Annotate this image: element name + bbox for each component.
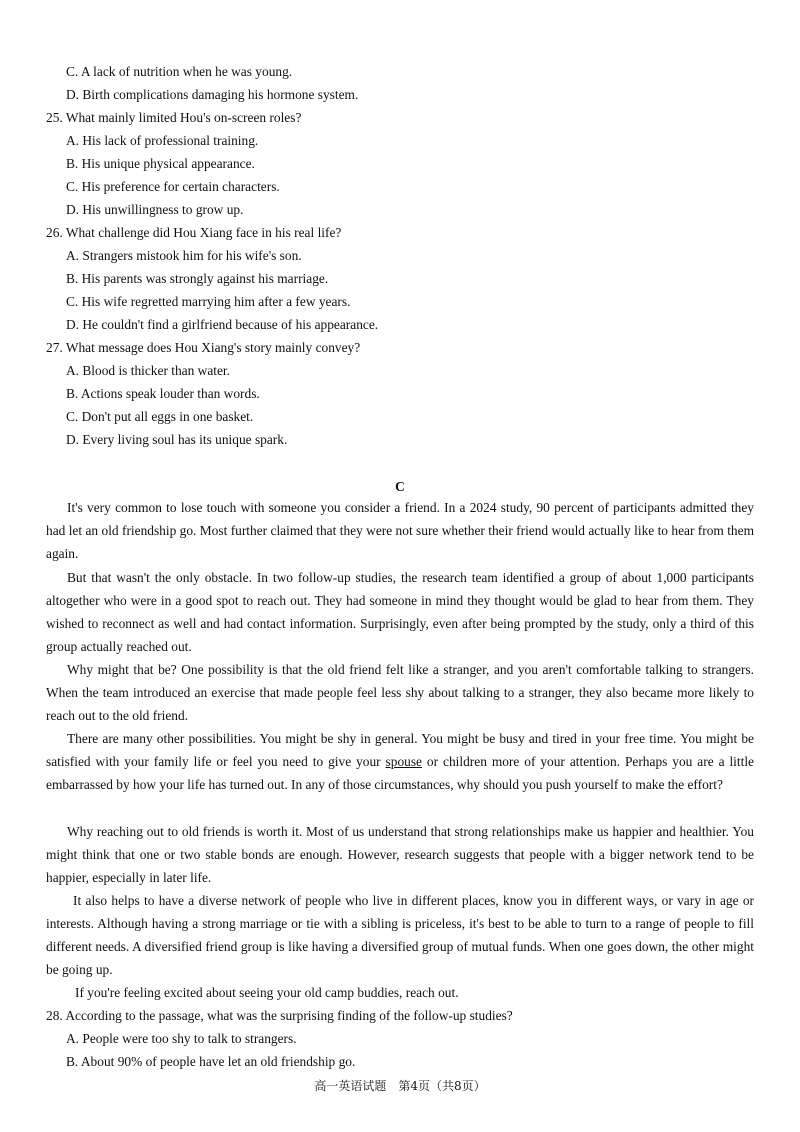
q26-option-a: A. Strangers mistook him for his wife's son. [66,248,302,263]
q25-stem: 25. What mainly limited Hou's on-screen roles? [46,110,302,125]
passage-paragraph-4 [46,727,754,796]
passage-paragraph-5 [46,820,754,889]
paragraph-6-text: It also helps to have a diverse network of people who live in different places, know you in different ways, or vary in age or interests. Although having a strong marriage or tie with a sibling is priceless, it's best to be able to turn to a range of people to fill different needs. A diversified friend group is like having a diversified group of mutual funds. When one goes down, the other might be going up. [46,893,754,978]
paragraph-1-text: It's very common to lose touch with someone you consider a friend. In a 2024 study, 90 percent of participants admitted they had let an old friendship go. Most further claimed that they were not sure whether their friend would actually like to hear from them again. [46,500,754,562]
paragraph-3-text: Why might that be? One possibility is that the old friend felt like a stranger, and you aren't comfortable talking to strangers. When the team introduced an exercise that made people feel less shy about talking to a stranger, they also became more likely to reach out to the old friend. [46,662,754,724]
q24-option-d: D. Birth complications damaging his hormone system. [66,87,359,102]
q26-option-c: C. His wife regretted marrying him after a few years. [66,294,351,309]
q28-option-a: A. People were too shy to talk to strangers. [66,1031,297,1046]
q25-option-b: B. His unique physical appearance. [66,156,255,171]
q26-option-b: B. His parents was strongly against his marriage. [66,271,329,286]
q26-stem: 26. What challenge did Hou Xiang face in his real life? [46,225,342,240]
passage-paragraph-1 [46,496,754,565]
q25-option-c: C. His preference for certain characters. [66,179,280,194]
q25-option-d: D. His unwillingness to grow up. [66,202,244,217]
q27-option-c: C. Don't put all eggs in one basket. [66,409,254,424]
q24-option-c: C. A lack of nutrition when he was young. [66,64,293,79]
q28-option-b: B. About 90% of people have let an old friendship go. [66,1054,356,1069]
q27-option-d: D. Every living soul has its unique spark. [66,432,288,447]
underlined-word-spouse: spouse [385,754,422,770]
paragraph-2-text: But that wasn't the only obstacle. In two follow-up studies, the research team identified a group of about 1,000 participants altogether who were in a good spot to reach out. They had someone in mind they thought would be glad to hear from them. They wished to reconnect as well and had contact information. Surprisingly, even after being prompted by the study, only a third of this group actually reached out. [46,570,754,655]
q26-option-d: D. He couldn't find a girlfriend because of his appearance. [66,317,379,332]
q27-option-b: B. Actions speak louder than words. [66,386,260,401]
paragraph-4-text-after: or children more of your attention. Perhaps you are a little embarrassed by how your life has turned out. In any of those circumstances, why should you push yourself to make the effort? [46,754,754,793]
paragraph-7-text: If you're feeling excited about seeing your old camp buddies, reach out. [75,985,459,1000]
passage-paragraph-3 [46,658,754,727]
q27-option-a: A. Blood is thicker than water. [66,363,231,378]
q25-option-a: A. His lack of professional training. [66,133,259,148]
page-footer: 高一英语试题 第4页（共8页） [314,1079,486,1093]
paragraph-4-text-before: There are many other possibilities. You might be shy in general. You might be busy and tired in your free time. You might be satisfied with your family life or feel you need to give your [46,731,754,770]
paragraph-5-text: Why reaching out to old friends is worth it. Most of us understand that strong relationships make us happier and healthier. You might think that one or two stable bonds are enough. However, research suggests that people with a bigger network tend to be happier, especially in later life. [46,824,754,886]
passage-paragraph-6 [46,889,754,981]
passage-title: C [395,479,405,494]
passage-paragraph-2 [46,566,754,658]
q28-stem: 28. According to the passage, what was the surprising finding of the follow-up studies? [46,1008,513,1023]
q27-stem: 27. What message does Hou Xiang's story mainly convey? [46,340,361,355]
passage-paragraph-7 [46,981,754,1004]
